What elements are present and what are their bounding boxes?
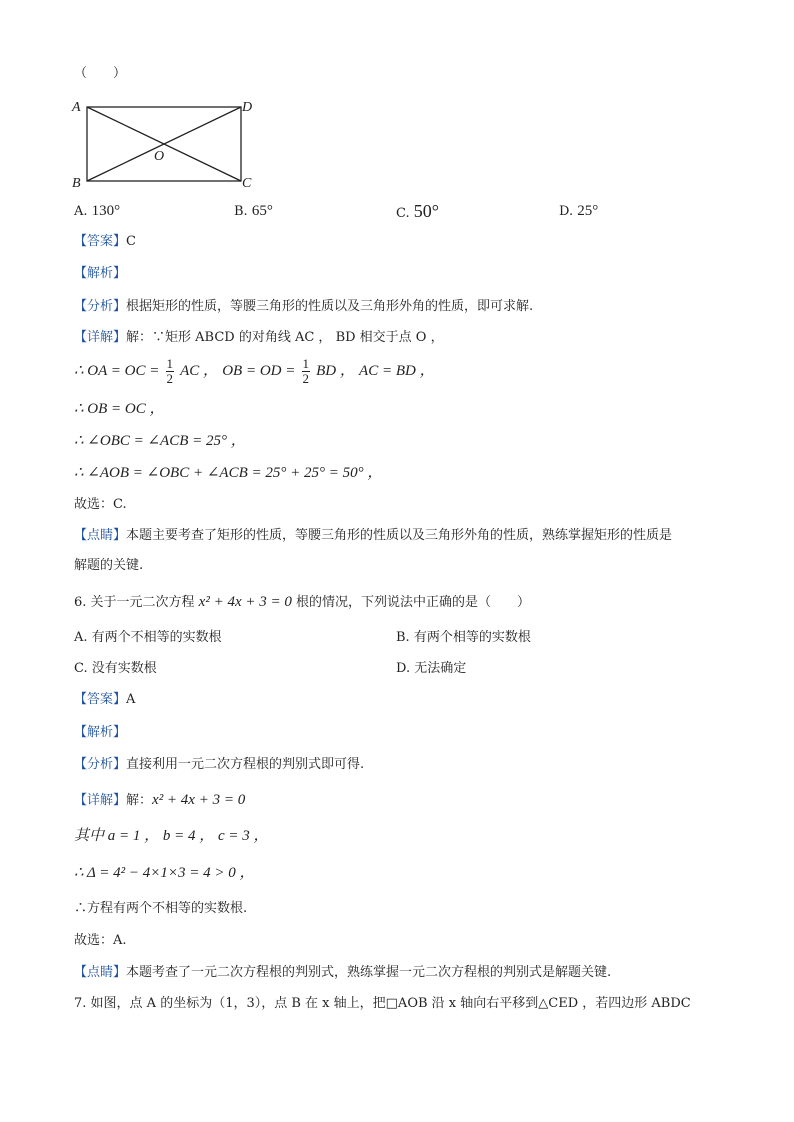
discriminant-line: ∴ Δ = 4² − 4×1×3 = 4 > 0 ， (74, 865, 255, 881)
detail-line-1: 【详解】解：∵矩形 ABCD 的对角线 AC ， BD 相交于点 O ， (74, 330, 444, 345)
analysis-tag: 【解析】 (74, 725, 127, 740)
detail-line-3: ∴ OB = OC ， (74, 401, 165, 417)
option-text: 65° (251, 203, 273, 219)
option-text: 130° (91, 203, 121, 219)
answer-line (74, 232, 136, 252)
option-c[interactable] (396, 201, 439, 224)
option-text: 有两个相等的实数根 (413, 630, 531, 645)
option-letter: A. (74, 204, 88, 219)
option-a[interactable] (74, 628, 222, 648)
label-b: B (72, 176, 81, 191)
fraction-half: $\frac{1}{2}$ (302, 356, 309, 386)
comment-line-2: 解题的关键. (74, 558, 144, 573)
option-letter: D. (396, 661, 411, 676)
label-d: D (242, 100, 253, 115)
option-text: 25° (577, 203, 599, 219)
analysis-summary: 【分析】根据矩形的性质，等腰三角形的性质以及三角形外角的性质，即可求解. (74, 299, 534, 314)
label-a: A (72, 100, 81, 115)
conclusion-line: ∴方程有两个不相等的实数根. (74, 901, 248, 916)
option-letter: D. (559, 204, 574, 219)
option-letter: C. (74, 661, 88, 676)
detail-line-5: ∴ ∠AOB = ∠OBC + ∠ACB = 25° + 25° = 50° ， (74, 465, 383, 481)
choice-line: 故选：C. (74, 497, 127, 512)
option-a[interactable] (74, 201, 120, 222)
coefficients-line: 其中 a = 1 ， b = 4 ， c = 3 ， (74, 828, 269, 844)
analysis-tag: 【解析】 (74, 266, 127, 281)
label-o: O (154, 149, 165, 164)
analysis-summary: 【分析】直接利用一元二次方程根的判别式即可得. (74, 757, 365, 772)
option-text: 有两个不相等的实数根 (91, 630, 222, 645)
comment-line-1: 【点睛】本题主要考查了矩形的性质，等腰三角形的性质以及三角形外角的性质，熟练掌握矩形的性质是 (74, 528, 673, 543)
question-bracket: （ ） (74, 66, 127, 81)
comment-line: 【点睛】本题考查了一元二次方程根的判别式，熟练掌握一元二次方程根的判别式是解题关键. (74, 965, 612, 980)
choice-line: 故选：A. (74, 933, 127, 948)
option-d[interactable] (396, 659, 466, 679)
question-7-stem: 7. 如图，点 A 的坐标为（1，3），点 B 在 x 轴上，把□AOB 沿 x 轴向右平移到△CED ，若四边形 ABDC (74, 996, 691, 1011)
option-c[interactable] (74, 659, 157, 679)
label-c: C (242, 176, 252, 191)
answer-line: 【答案】A (74, 692, 136, 707)
option-d[interactable] (559, 201, 598, 222)
rectangle-figure (66, 94, 266, 194)
option-text: 没有实数根 (91, 661, 157, 676)
detail-line-1: 【详解】解：x² + 4x + 3 = 0 (74, 792, 246, 808)
option-b[interactable] (234, 201, 273, 222)
option-letter: A. (74, 630, 88, 645)
option-letter: B. (396, 630, 410, 645)
answer-tag: 【答案】 (74, 234, 127, 249)
option-b[interactable] (396, 628, 531, 648)
option-letter: C. (396, 206, 410, 221)
answer-value: C (126, 234, 136, 249)
option-text: 无法确定 (414, 661, 467, 676)
detail-line-4: ∴ ∠OBC = ∠ACB = 25° ， (74, 433, 246, 449)
fraction-half: $\frac{1}{2}$ (166, 356, 173, 386)
question-6-stem: 6. 关于一元二次方程 x² + 4x + 3 = 0 根的情况，下列说法中正确的是（ ） (74, 594, 530, 610)
detail-line-2: ∴ OA = OC = $\frac{1}{2}$ AC ， OB = OD = $\frac{1}{2}$ BD ， AC = BD ， (74, 356, 435, 386)
option-letter: B. (234, 204, 248, 219)
option-text: 50° (413, 201, 439, 221)
